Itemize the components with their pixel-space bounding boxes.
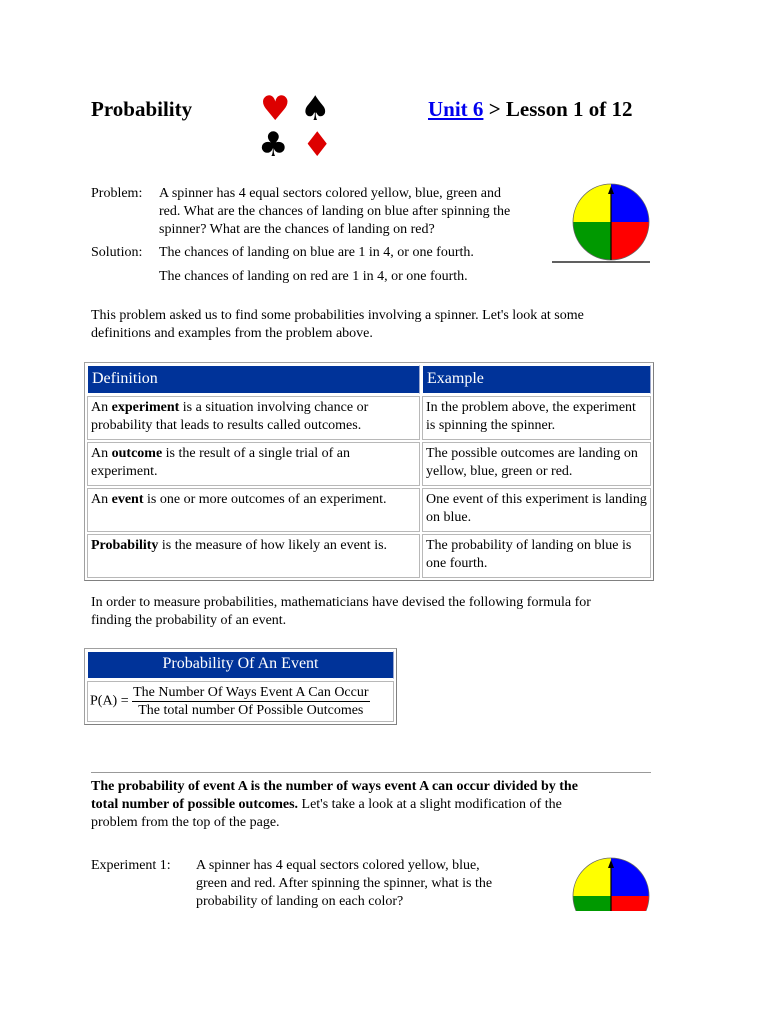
unit-link[interactable]: Unit 6 bbox=[428, 97, 484, 121]
formula-table bbox=[84, 648, 397, 725]
summary-bold: The probability of event A is the number of ways event A can occur divided by the bbox=[91, 779, 578, 794]
measure-paragraph bbox=[91, 594, 661, 630]
table-row bbox=[87, 534, 651, 578]
spinner-sector-blue bbox=[611, 858, 649, 896]
lesson-breadcrumb bbox=[428, 97, 633, 122]
page-title: Probability bbox=[91, 97, 193, 121]
solution-label: Solution: bbox=[91, 245, 143, 260]
table-row bbox=[87, 396, 651, 440]
summary-bold: total number of possible outcomes. bbox=[91, 797, 299, 812]
spinner-sector-yellow bbox=[573, 858, 611, 896]
table-row bbox=[87, 488, 651, 532]
spinner-sector-red bbox=[611, 222, 649, 260]
intro-paragraph bbox=[91, 307, 661, 343]
formula-header: Probability Of An Event bbox=[87, 651, 394, 679]
formula-denominator: The total number Of Possible Outcomes bbox=[138, 703, 364, 718]
definition-cell: Probability is the measure of how likely an event is. bbox=[87, 534, 420, 578]
solution-line: The chances of landing on blue are 1 in 4, or one fourth. bbox=[159, 245, 474, 260]
experiment-line: probability of landing on each color? bbox=[196, 894, 404, 909]
formula-fraction bbox=[132, 684, 369, 719]
spinner-sector-yellow bbox=[573, 184, 611, 222]
heart-icon: ♥ bbox=[260, 89, 291, 129]
spinner-sector-green bbox=[573, 222, 611, 260]
table-row bbox=[87, 442, 651, 486]
problem-line: red. What are the chances of landing on blue after spinning the bbox=[159, 204, 511, 219]
experiment-line: A spinner has 4 equal sectors colored yellow, blue, bbox=[196, 858, 480, 873]
spinner-sector-green bbox=[573, 896, 611, 911]
spinner-sector-blue bbox=[611, 184, 649, 222]
definitions-header-row bbox=[87, 365, 651, 394]
diamond-icon: ♦ bbox=[302, 125, 333, 165]
definition-column-header: Definition bbox=[87, 365, 420, 394]
example-cell: The probability of landing on blue is one fourth. bbox=[422, 534, 651, 578]
spinner-image bbox=[551, 182, 651, 266]
lesson-indicator: > Lesson 1 of 12 bbox=[483, 97, 633, 121]
card-suits bbox=[258, 89, 334, 165]
formula-lhs: P(A) = bbox=[90, 693, 129, 709]
experiment-text bbox=[196, 857, 556, 911]
definition-cell: An outcome is the result of a single trial of an experiment. bbox=[87, 442, 420, 486]
example-cell: The possible outcomes are landing on yellow, blue, green or red. bbox=[422, 442, 651, 486]
section-divider bbox=[91, 772, 651, 773]
summary-text: Let's take a look at a slight modification of the bbox=[298, 797, 562, 812]
formula-numerator: The Number Of Ways Event A Can Occur bbox=[133, 685, 369, 700]
problem-text bbox=[159, 185, 549, 239]
solution-line: The chances of landing on red are 1 in 4, or one fourth. bbox=[159, 269, 468, 284]
intro-line: This problem asked us to find some probabilities involving a spinner. Let's look at some bbox=[91, 308, 584, 323]
formula-cell bbox=[87, 681, 394, 722]
spinner-sector-red bbox=[611, 896, 649, 911]
example-cell: In the problem above, the experiment is spinning the spinner. bbox=[422, 396, 651, 440]
summary-paragraph bbox=[91, 778, 661, 832]
definition-cell: An event is one or more outcomes of an experiment. bbox=[87, 488, 420, 532]
example-column-header: Example bbox=[422, 365, 651, 394]
problem-line: spinner? What are the chances of landing on red? bbox=[159, 222, 435, 237]
experiment-line: green and red. After spinning the spinner, what is the bbox=[196, 876, 493, 891]
definitions-table bbox=[84, 362, 654, 581]
experiment-label: Experiment 1: bbox=[91, 858, 171, 873]
spinner-image bbox=[571, 856, 651, 911]
definition-cell: An experiment is a situation involving chance or probability that leads to results called outcomes. bbox=[87, 396, 420, 440]
spade-icon: ♠ bbox=[300, 89, 331, 129]
problem-label: Problem: bbox=[91, 186, 143, 201]
example-cell: One event of this experiment is landing on blue. bbox=[422, 488, 651, 532]
measure-line: finding the probability of an event. bbox=[91, 613, 287, 628]
summary-text: problem from the top of the page. bbox=[91, 815, 280, 830]
intro-line: definitions and examples from the problem above. bbox=[91, 326, 373, 341]
club-icon: ♣ bbox=[258, 125, 289, 165]
measure-line: In order to measure probabilities, mathematicians have devised the following formula for bbox=[91, 595, 591, 610]
problem-line: A spinner has 4 equal sectors colored yellow, blue, green and bbox=[159, 186, 501, 201]
